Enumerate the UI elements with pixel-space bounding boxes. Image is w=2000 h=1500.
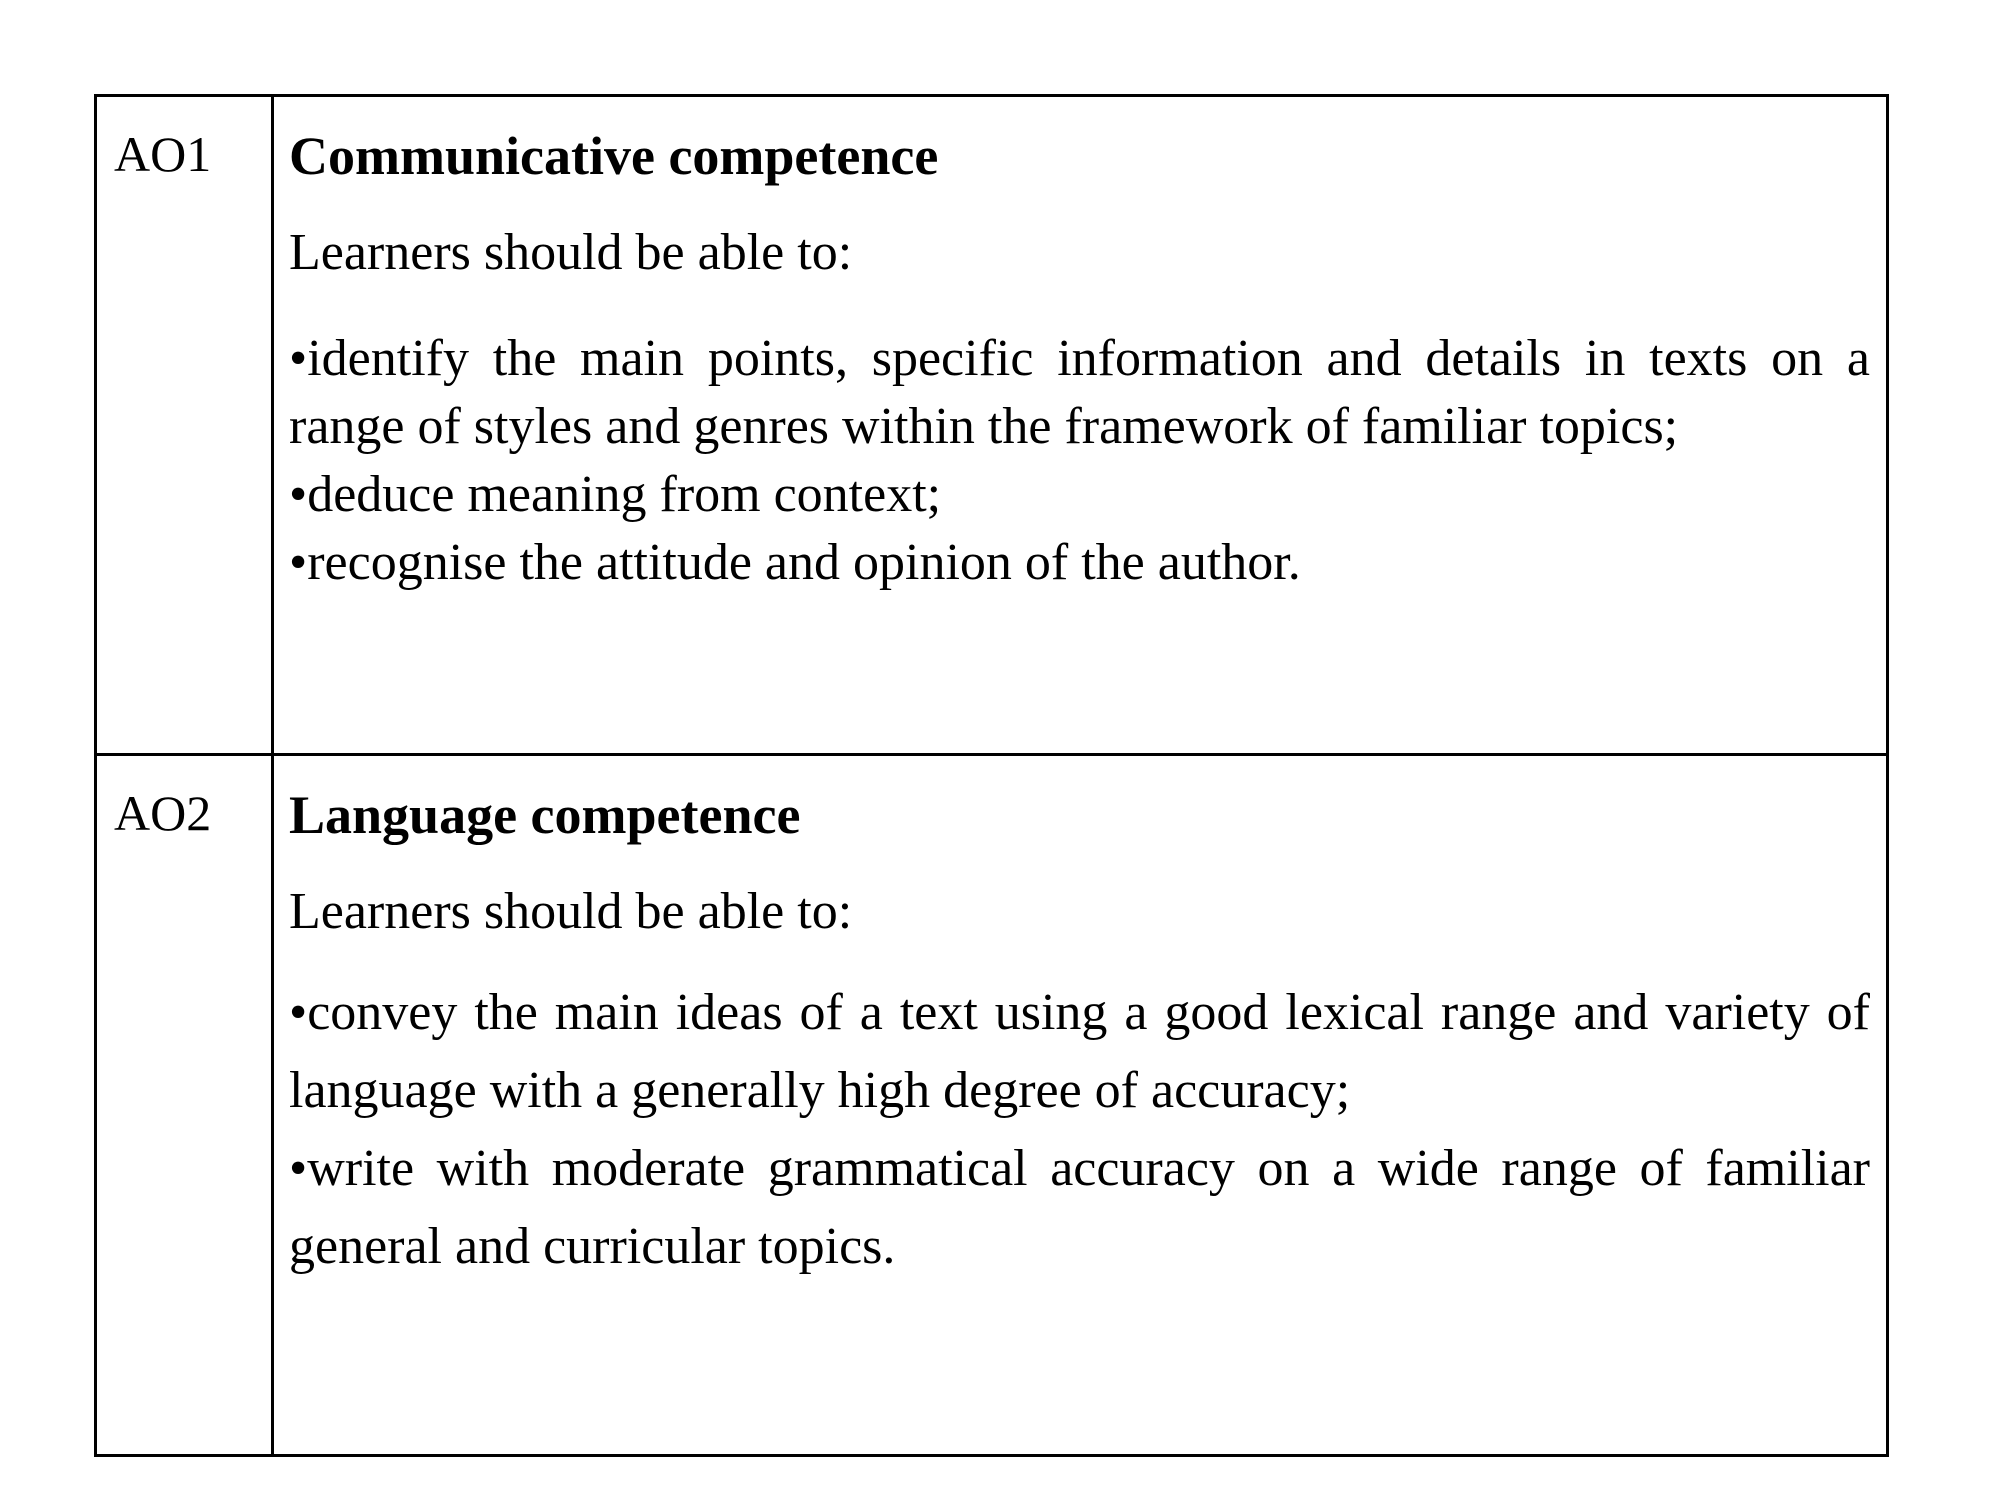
bullet-text: identify the main points, specific information and details in texts on a range of styles and genres within the framework of familiar topics; [289, 330, 1870, 455]
objective-code: AO1 [96, 96, 273, 755]
bullet-item [289, 974, 1870, 1130]
bullet-icon: • [289, 466, 308, 523]
bullet-text: convey the main ideas of a text using a good lexical range and variety of language with a generally high degree of accuracy; [289, 984, 1870, 1119]
objective-intro: Learners should be able to: [289, 224, 853, 281]
bullet-item [289, 1130, 1870, 1286]
objective-bullet-list [289, 325, 1870, 597]
objective-content [273, 96, 1888, 755]
objective-row-ao2 [96, 755, 1888, 1456]
bullet-icon: • [289, 984, 308, 1041]
bullet-text: write with moderate grammatical accuracy on a wide range of familiar general and curricular topics. [289, 1140, 1870, 1275]
objective-title: Communicative competence [289, 126, 939, 186]
bullet-text: recognise the attitude and opinion of the author. [307, 534, 1301, 591]
objective-title: Language competence [289, 785, 801, 845]
bullet-item [289, 461, 1870, 529]
objective-code: AO2 [96, 755, 273, 1456]
bullet-icon: • [289, 1140, 308, 1197]
objective-row-ao1 [96, 96, 1888, 755]
objective-intro: Learners should be able to: [289, 883, 853, 940]
bullet-item [289, 325, 1870, 461]
bullet-item [289, 529, 1870, 597]
bullet-text: deduce meaning from context; [307, 466, 942, 523]
objective-bullet-list [289, 974, 1870, 1286]
bullet-icon: • [289, 330, 308, 387]
bullet-icon: • [289, 534, 308, 591]
objective-content [273, 755, 1888, 1456]
assessment-objectives-table [94, 94, 1889, 1457]
